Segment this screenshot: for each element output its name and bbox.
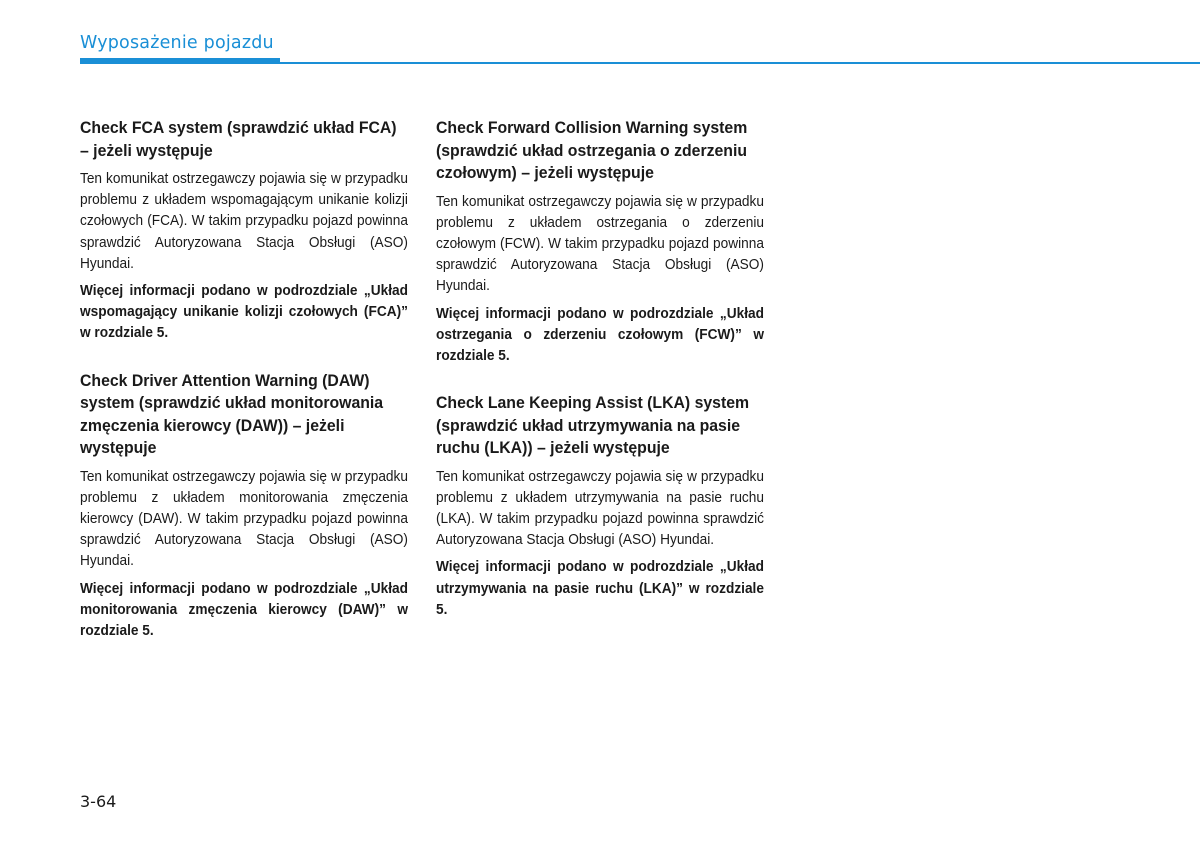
section-body: Ten komunikat ostrzegawczy pojawia się w przypadku problemu z układem utrzymywania na pasie ruchu (LKA). W takim przypadku pojazd powinna sprawdzić Autoryzowana Stacja Obsługi (ASO) Hyundai. (436, 467, 764, 549)
section-body: Ten komunikat ostrzegawczy pojawia się w przypadku problemu z układem monitorowania zmęczenia kierowcy (DAW). W takim przypadku pojazd powinna sprawdzić Autoryzowana Stacja Obsługi (ASO) Hyundai. (80, 467, 408, 570)
section-reference: Więcej informacji podano w podrozdziale „Układ utrzymywania na pasie ruchu (LKA)” w rozdziale 5. (436, 558, 764, 618)
page-number: 3-64 (80, 792, 117, 811)
right-column (436, 117, 764, 646)
page-section-title: Wyposażenie pojazdu (80, 33, 274, 53)
section-fcw (436, 117, 764, 366)
section-daw (80, 370, 408, 642)
section-lka (436, 392, 764, 620)
section-reference: Więcej informacji podano w podrozdziale „Układ ostrzegania o zderzeniu czołowym (FCW)” w rozdziale 5. (436, 304, 764, 364)
section-heading: Check Lane Keeping Assist (LKA) system (sprawdzić układ utrzymywania na pasie ruchu (LKA)) – jeżeli występuje (436, 393, 750, 458)
section-reference: Więcej informacji podano w podrozdziale „Układ monitorowania zmęczenia kierowcy (DAW)” w rozdziale 5. (80, 579, 408, 640)
section-heading: Check Driver Attention Warning (DAW) system (sprawdzić układ monitorowania zmęczenia kierowcy (DAW)) – jeżeli występuje (80, 370, 384, 458)
section-body: Ten komunikat ostrzegawczy pojawia się w przypadku problemu z układem wspomagającym unikanie kolizji czołowych (FCA). W takim przypadku pojazd powinna sprawdzić Autoryzowana Stacja Obsługi (ASO) Hyundai. (80, 170, 408, 272)
left-column (80, 117, 408, 667)
header-divider (80, 62, 1200, 64)
section-heading: Check FCA system (sprawdzić układ FCA) – jeżeli występuje (80, 118, 397, 160)
section-fca (80, 117, 408, 344)
section-body: Ten komunikat ostrzegawczy pojawia się w przypadku problemu z układem ostrzegania o zderzeniu czołowym (FCW). W takim przypadku pojazd powinna sprawdzić Autoryzowana Stacja Obsługi (ASO) Hyundai. (436, 192, 764, 295)
section-reference: Więcej informacji podano w podrozdziale „Układ wspomagający unikanie kolizji czołowych (FCA)” w rozdziale 5. (80, 282, 408, 342)
section-heading: Check Forward Collision Warning system (sprawdzić układ ostrzegania o zderzeniu czołowym) – jeżeli występuje (436, 118, 748, 182)
